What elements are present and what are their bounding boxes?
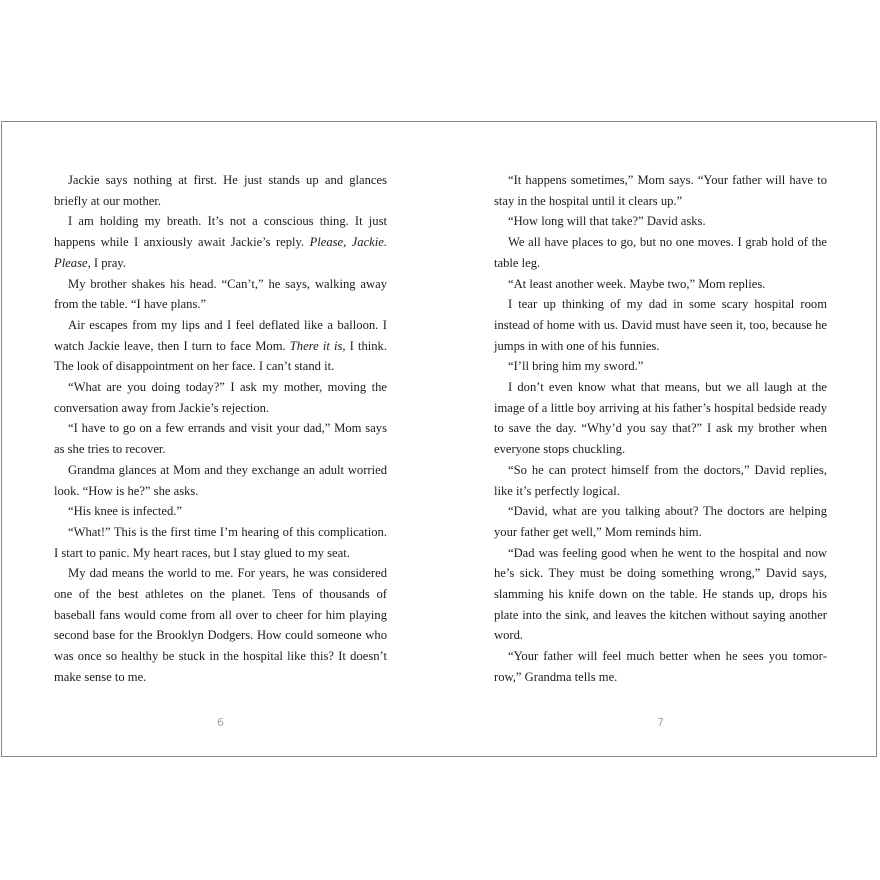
right-page-paragraph: “It happens sometimes,” Mom says. “Your father will have to stay in the hospital until it clears up.” [494,173,827,208]
left-page-paragraph: “What!” This is the first time I’m hearing of this complication. I start to panic. My heart races, but I stay glued to my seat. [54,524,387,560]
left-page-paragraph: Air escapes from my lips and I feel deflated like a balloon. I watch Jackie leave, then I turn to face Mom. There it is, I think. The look of disappointment on her face. I can’t stand it. [54,317,387,374]
right-page-paragraph: “At least another week. Maybe two,” Mom replies. [508,276,766,291]
right-page-paragraph: “Your father will feel much better when he sees you tomorrow,” Grandma tells me. [494,649,827,684]
right-page-paragraph: I tear up thinking of my dad in some scary hospital room instead of home with us. David must have seen it, too, because he jumps in with one of his funnies. [494,297,827,353]
left-page-paragraph: I am holding my breath. It’s not a conscious thing. It just happens while I anxiously await Jackie’s reply. Please, Jackie. Please, I pray. [54,214,387,270]
right-page-paragraph: “David, what are you talking about? The doctors are helping your father get well,” Mom reminds him. [494,504,827,539]
left-page-paragraph: Jackie says nothing at first. He just stands up and glances briefly at our mother. [54,173,387,208]
right-page-number: 7 [657,716,665,729]
left-page-paragraph: My brother shakes his head. “Can’t,” he says, walking away from the table. “I have plans.” [54,276,387,312]
right-page-paragraph: “Dad was feeling good when he went to the hospital and now he’s sick. They must be doing something wrong,” David says, slamming his knife down on the table. He stands up, drops his plate into the sink, and leaves the kitchen without saying another word. [494,545,827,643]
right-page-paragraph: We all have places to go, but no one moves. I grab hold of the table leg. [494,235,827,270]
right-page-paragraph: “I’ll bring him my sword.” [508,359,644,374]
right-page-paragraph: I don’t even know what that means, but we all laugh at the image of a little boy arriving at his father’s hospital bedside ready to save the day. “Why’d you say that?” I ask my brother when everyone stops chuckling. [494,380,827,457]
right-page-paragraph: “How long will that take?” David asks. [508,214,706,229]
book-spread [1,121,877,757]
left-page-paragraph: My dad means the world to me. For years, he was considered one of the best athletes on the planet. Tens of thousands of baseball fans would come from all over to cheer for him playing second base for the Brooklyn Dodgers. How could someone who was once so healthy be stuck in the hospital like this? It doesn’t make sense to me. [54,566,387,684]
left-page-paragraph: “I have to go on a few errands and visit your dad,” Mom says as she tries to recover. [54,421,387,457]
left-page-body [54,170,387,688]
left-page-number: 6 [217,716,225,729]
right-page-paragraph: “So he can protect himself from the doctors,” David replies, like it’s perfectly logical. [494,462,827,498]
left-page-paragraph: Grandma glances at Mom and they exchange an adult worried look. “How is he?” she asks. [54,462,387,498]
left-page-paragraph: “His knee is infected.” [68,504,182,519]
left-page-paragraph: “What are you doing today?” I ask my mother, moving the conversation away from Jackie’s rejection. [54,380,387,415]
right-page-body [494,170,827,688]
